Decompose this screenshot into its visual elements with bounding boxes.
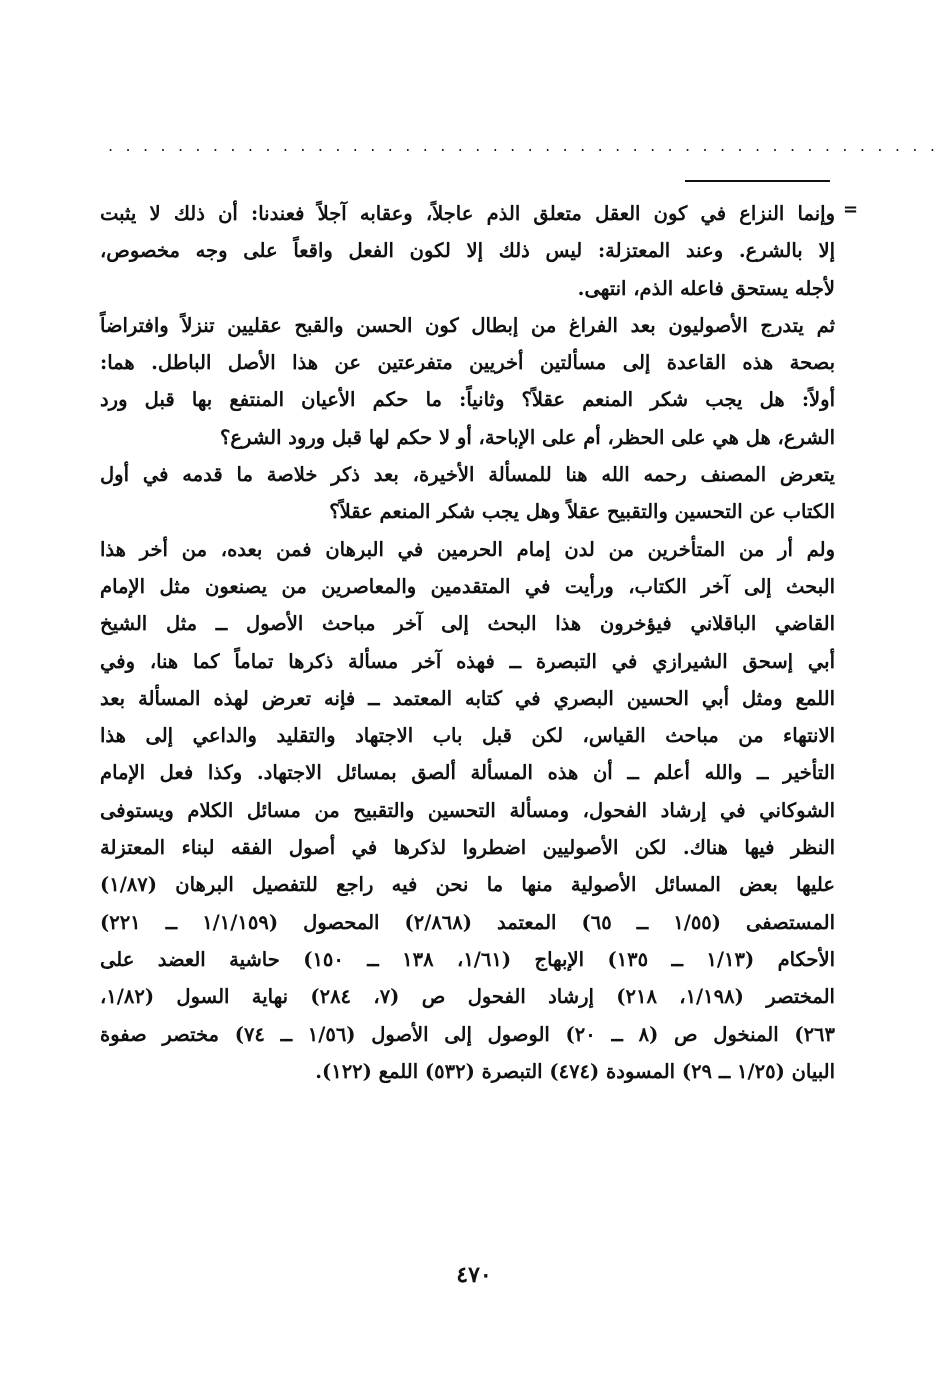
- text-line: بصحة هذه القاعدة إلى مسألتين أخريين متفرعتين عن هذا الأصل الباطل. هما:: [100, 351, 835, 375]
- dotted-separator: ................................................: [108, 136, 948, 155]
- text-line: الكتاب عن التحسين والتقبيح عقلاً وهل يجب شكر المنعم عقلاً؟: [329, 500, 835, 524]
- text-line: التأخير ــ والله أعلم ــ أن هذه المسألة ألصق بمسائل الاجتهاد. وكذا فعل الإمام: [100, 761, 835, 785]
- text-line: ولم أر من المتأخرين من لدن إمام الحرمين في البرهان فمن بعده، من أخر هذا: [100, 537, 835, 561]
- text-line: الشرع، هل هي على الحظر، أم على الإباحة، أو لا حكم لها قبل ورود الشرع؟: [220, 425, 835, 449]
- text-line: أولاً: هل يجب شكر المنعم عقلاً؟ وثانياً: ما حكم الأعيان المنتفع بها قبل ورد: [100, 388, 835, 412]
- text-line: القاضي الباقلاني فيؤخرون هذا البحث إلى آخر مباحث الأصول ــ مثل الشيخ: [100, 612, 835, 636]
- text-line: المستصفى (١/٥٥ ــ ٦٥) المعتمد (٢/٨٦٨) المحصول (١/١/١٥٩ ــ ٢٢١): [100, 910, 835, 934]
- text-line: يتعرض المصنف رحمه الله هنا للمسألة الأخيرة، بعد ذكر خلاصة ما قدمه في أول: [100, 463, 835, 487]
- text-line: إلا بالشرع. وعند المعتزلة: ليس ذلك إلا لكون الفعل واقعاً على وجه مخصوص،: [100, 239, 835, 263]
- footnote-rule: [685, 180, 830, 182]
- page-number: ٤٧٠: [456, 1262, 492, 1288]
- footnote-text: [100, 195, 835, 1090]
- footnote-continuation-marker: =: [843, 199, 859, 220]
- text-line: الانتهاء من مباحث القياس، لكن قبل باب الاجتهاد والتقليد والداعي إلى هذا: [100, 724, 835, 748]
- text-line: ثم يتدرج الأصوليون بعد الفراغ من إبطال كون الحسن والقبح عقليين تنزلاً وافتراضاً: [100, 313, 835, 337]
- text-line: أبي إسحق الشيرازي في التبصرة ــ فهذه آخر مسألة ذكرها تماماً كما هنا، وفي: [100, 649, 835, 673]
- text-line: النظر فيها هناك. لكن الأصوليين اضطروا لذكرها في أصول الفقه لبناء المعتزلة: [100, 836, 835, 860]
- text-line: المختصر (١/١٩٨، ٢١٨) إرشاد الفحول ص (٧، ٢٨٤) نهاية السول (١/٨٢،: [100, 985, 835, 1009]
- text-line: الأحكام (١/١٣ ــ ١٣٥) الإبهاج (١/٦١، ١٣٨ ــ ١٥٠) حاشية العضد على: [100, 947, 835, 971]
- text-line: لأجله يستحق فاعله الذم، انتهى.: [577, 276, 835, 300]
- text-line: ٢٦٣) المنخول ص (٨ ــ ٢٠) الوصول إلى الأصول (١/٥٦ ــ ٧٤) مختصر صفوة: [100, 1022, 835, 1046]
- text-line: البيان (١/٢٥ ــ ٢٩) المسودة (٤٧٤) التبصرة (٥٣٢) اللمع (١٢٢).: [315, 1059, 835, 1083]
- text-line: وإنما النزاع في كون العقل متعلق الذم عاجلاً، وعقابه آجلاً فعندنا: أن ذلك لا يثبت: [100, 202, 835, 225]
- text-line: الشوكاني في إرشاد الفحول، ومسألة التحسين والتقبيح من مسائل الكلام ويستوفى: [100, 798, 835, 822]
- text-line: البحث إلى آخر الكتاب، ورأيت في المتقدمين والمعاصرين من يصنعون مثل الإمام: [100, 574, 835, 598]
- text-line: عليها بعض المسائل الأصولية منها ما نحن فيه راجع للتفصيل البرهان (١/٨٧): [100, 873, 835, 897]
- text-line: اللمع ومثل أبي الحسين البصري في كتابه المعتمد ــ فإنه تعرض لهذه المسألة بعد: [100, 686, 835, 710]
